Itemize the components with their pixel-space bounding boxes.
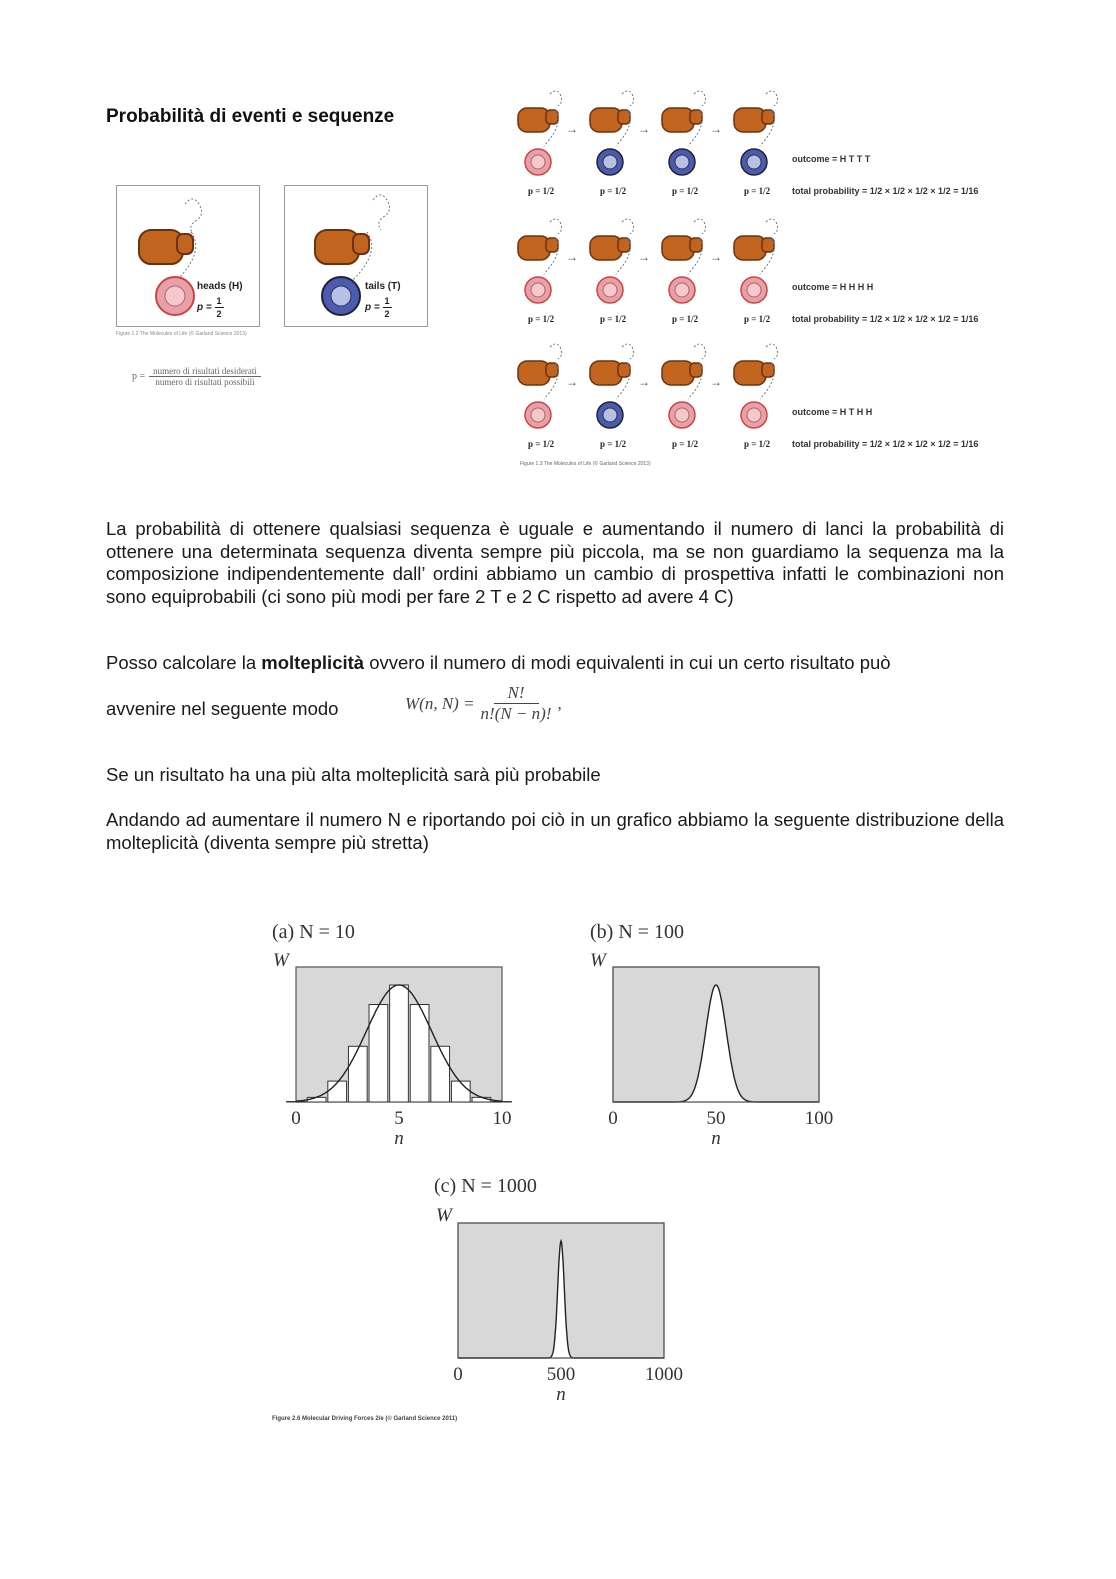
- paragraph-distribution: Andando ad aumentare il numero N e riportando poi ciò in un grafico abbiamo la seguente distribuzione della molteplicità (diventa sempre più stretta): [106, 809, 1004, 853]
- sequence-toss: [510, 341, 570, 461]
- toss-probability: p = 1/2: [528, 314, 555, 324]
- toss-probability: p = 1/2: [744, 439, 771, 449]
- bar: [348, 1046, 367, 1102]
- sequence-toss: [510, 88, 570, 208]
- fist-icon: [662, 361, 694, 385]
- sequence-outcome: outcome = H T T T: [792, 154, 871, 164]
- sequence-total-probability: total probability = 1/2 × 1/2 × 1/2 × 1/2 = 1/16: [792, 314, 979, 324]
- sequence-toss: [654, 216, 714, 336]
- chart-title: (b) N = 100: [590, 921, 685, 943]
- sequence-caption: Figure 1.3 The Molecules of Life (© Garland Science 2013): [520, 461, 651, 467]
- toss-probability: p = 1/2: [600, 314, 627, 324]
- tails-p-num: 1: [384, 296, 390, 306]
- toss-probability: p = 1/2: [600, 186, 627, 196]
- paragraph-multiplicity-after: ovvero il numero di modi equivalenti in cui un certo risultato può: [364, 652, 891, 673]
- paragraph-sequences: La probabilità di ottenere qualsiasi sequenza è uguale e aumentando il numero di lanci la probabilità di ottenere una determinata sequenza diventa sempre più piccola, ma se non guardiamo la sequenza ma la composizione indipendentemente dall’ ordini abbiamo un cambio di prospettiva infatti le combinazioni non sono equiprobabili (ci sono più modi per fare 2 T e 2 C rispetto ad avere 4 C): [106, 518, 1004, 607]
- sequence-toss: [582, 88, 642, 208]
- toss-illustration: [582, 216, 642, 311]
- page-title: Probabilità di eventi e sequenze: [106, 106, 395, 127]
- toss-probability: p = 1/2: [744, 314, 771, 324]
- tails-label: tails (T): [365, 281, 401, 292]
- tails-illustration: [285, 186, 427, 326]
- chart-title: (a) N = 10: [272, 921, 355, 943]
- heads-p-num: 1: [216, 296, 222, 306]
- multiplicity-formula: [405, 683, 562, 724]
- coin-sequence-figure: [510, 88, 990, 478]
- sequence-toss: [726, 216, 786, 336]
- x-axis-label: n: [711, 1128, 721, 1149]
- bar: [431, 1046, 450, 1102]
- fist-icon: [139, 230, 193, 264]
- toss-probability: p = 1/2: [744, 186, 771, 196]
- heads-label: heads (H): [197, 281, 243, 292]
- x-tick-label: 5: [394, 1108, 404, 1129]
- probability-formula-den: numero di risultati possibili: [155, 377, 255, 387]
- toss-illustration: [510, 88, 570, 183]
- toss-illustration: [654, 216, 714, 311]
- x-axis-label: n: [394, 1128, 404, 1149]
- bar: [328, 1081, 347, 1102]
- fist-icon: [590, 236, 622, 260]
- sequence-outcome: outcome = H H H H: [792, 282, 874, 292]
- formula-lhs: W(n, N) =: [405, 693, 475, 713]
- toss-illustration: [510, 216, 570, 311]
- sequence-outcome: outcome = H T H H: [792, 407, 873, 417]
- toss-illustration: [654, 341, 714, 436]
- sequence-total-probability: total probability = 1/2 × 1/2 × 1/2 × 1/2 = 1/16: [792, 186, 979, 196]
- toss-illustration: [726, 216, 786, 311]
- fist-icon: [315, 230, 369, 264]
- probability-formula-p: p =: [132, 371, 146, 382]
- x-tick-label: 0: [608, 1108, 618, 1129]
- y-axis-label: W: [273, 950, 289, 971]
- toss-illustration: [726, 88, 786, 183]
- arrow-right-icon: →: [710, 122, 722, 136]
- x-tick-label: 100: [804, 1108, 834, 1129]
- x-tick-label: 10: [492, 1108, 512, 1129]
- tails-p-den: 2: [384, 309, 390, 319]
- sequence-toss: [654, 341, 714, 461]
- bar: [451, 1081, 470, 1102]
- sequence-toss: [582, 216, 642, 336]
- fist-icon: [734, 108, 766, 132]
- arrow-right-icon: →: [638, 375, 650, 389]
- bar: [390, 985, 409, 1102]
- paragraph-probable: Se un risultato ha una più alta molteplicità sarà più probabile: [106, 764, 601, 785]
- fist-icon: [662, 108, 694, 132]
- probability-formula: [132, 366, 261, 387]
- formula-trail: ,: [557, 693, 562, 713]
- tails-box: [284, 185, 428, 327]
- sequence-toss: [582, 341, 642, 461]
- toss-illustration: [726, 341, 786, 436]
- sequence-toss: [654, 88, 714, 208]
- x-tick-label: 1000: [645, 1364, 683, 1385]
- tails-p-label: p =: [365, 302, 380, 314]
- fist-icon: [518, 236, 550, 260]
- figure-caption: Figure 2.6 Molecular Driving Forces 2/e (© Garland Science 2011): [272, 1416, 458, 1422]
- fist-icon: [662, 236, 694, 260]
- arrow-right-icon: →: [710, 375, 722, 389]
- coin-caption: Figure 1.2 The Molecules of Life (© Garland Science 2013): [116, 331, 247, 337]
- fist-icon: [518, 108, 550, 132]
- sequence-toss: [510, 216, 570, 336]
- fist-icon: [734, 236, 766, 260]
- formula-numerator: N!: [494, 683, 539, 704]
- probability-formula-num: numero di risultati desiderati: [149, 366, 261, 377]
- toss-illustration: [582, 88, 642, 183]
- toss-illustration: [654, 88, 714, 183]
- heads-illustration: [117, 186, 259, 326]
- toss-illustration: [582, 341, 642, 436]
- toss-probability: p = 1/2: [672, 186, 699, 196]
- paragraph-formula-intro: avvenire nel seguente modo: [106, 698, 339, 719]
- heads-p-den: 2: [216, 309, 222, 319]
- toss-probability: p = 1/2: [672, 314, 699, 324]
- sequence-total-probability: total probability = 1/2 × 1/2 × 1/2 × 1/2 = 1/16: [792, 439, 979, 449]
- toss-probability: p = 1/2: [528, 186, 555, 196]
- arrow-right-icon: →: [566, 250, 578, 264]
- arrow-right-icon: →: [638, 250, 650, 264]
- arrow-right-icon: →: [710, 250, 722, 264]
- fist-icon: [518, 361, 550, 385]
- fist-icon: [590, 361, 622, 385]
- x-tick-label: 500: [546, 1364, 576, 1385]
- fist-icon: [590, 108, 622, 132]
- sequence-toss: [726, 88, 786, 208]
- formula-denominator: n!(N − n)!: [480, 704, 552, 723]
- x-axis-label: n: [556, 1384, 566, 1405]
- heads-p-label: p =: [197, 302, 212, 314]
- toss-probability: p = 1/2: [600, 439, 627, 449]
- paragraph-multiplicity-before: Posso calcolare la: [106, 652, 262, 673]
- x-tick-label: 0: [291, 1108, 301, 1129]
- x-tick-label: 0: [453, 1364, 463, 1385]
- y-axis-label: W: [436, 1205, 452, 1226]
- toss-illustration: [510, 341, 570, 436]
- toss-probability: p = 1/2: [528, 439, 555, 449]
- heads-box: [116, 185, 260, 327]
- sequence-toss: [726, 341, 786, 461]
- multiplicity-term: molteplicità: [261, 652, 365, 673]
- paragraph-multiplicity: [106, 652, 1004, 675]
- arrow-right-icon: →: [638, 122, 650, 136]
- multiplicity-charts: [0, 900, 1116, 1460]
- y-axis-label: W: [590, 950, 606, 971]
- chart-title: (c) N = 1000: [434, 1175, 537, 1197]
- x-tick-label: 50: [706, 1108, 726, 1129]
- fist-icon: [734, 361, 766, 385]
- toss-probability: p = 1/2: [672, 439, 699, 449]
- arrow-right-icon: →: [566, 375, 578, 389]
- arrow-right-icon: →: [566, 122, 578, 136]
